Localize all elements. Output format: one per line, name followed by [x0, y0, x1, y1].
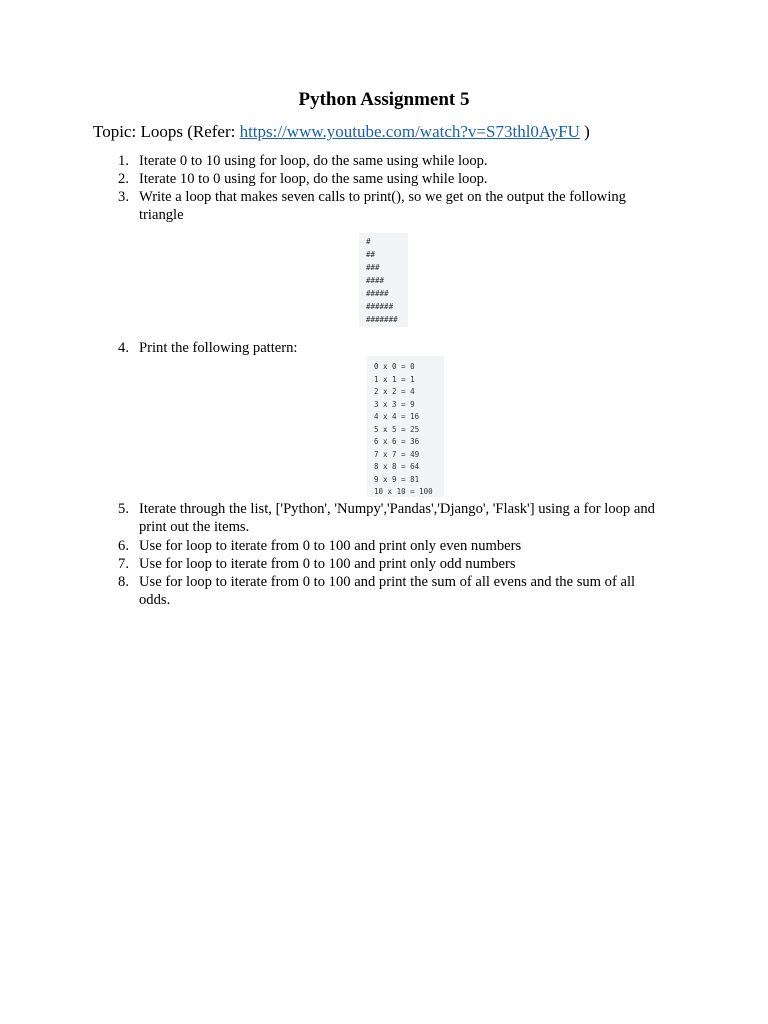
pattern-line: 5 x 5 = 25	[374, 424, 420, 434]
item-number: 7.	[118, 556, 129, 572]
page-title: Python Assignment 5	[298, 89, 470, 110]
pattern-line: 7 x 7 = 49	[374, 449, 420, 459]
item-number: 4.	[118, 340, 129, 356]
pattern-line: 9 x 9 = 81	[374, 474, 420, 484]
item-number: 6.	[118, 538, 129, 554]
item-number: 2.	[118, 171, 129, 187]
item-number: 1.	[118, 153, 129, 169]
pattern-line: 6 x 6 = 36	[374, 437, 420, 446]
item-number: 3.	[118, 189, 129, 205]
topic-prefix: Topic: Loops (Refer:	[93, 122, 240, 141]
pattern-line: 1 x 1 = 1	[374, 374, 415, 384]
item-text: Use for loop to iterate from 0 to 100 and print the sum of all evens and the sum of all odds.	[139, 574, 636, 608]
item-text: Iterate through the list, ['Python', 'Numpy','Pandas','Django', 'Flask'] using a for loop and print out the items.	[139, 501, 655, 535]
triangle-line: ##	[366, 250, 376, 259]
pattern-line: 8 x 8 = 64	[374, 462, 420, 471]
triangle-line: #####	[366, 289, 389, 298]
item-text: Print the following pattern:	[139, 340, 298, 356]
triangle-line: ###	[366, 263, 380, 272]
triangle-line: ######	[366, 302, 394, 311]
pattern-line: 10 x 10 = 100	[374, 487, 433, 496]
pattern-line: 3 x 3 = 9	[374, 399, 415, 409]
item-text: Use for loop to iterate from 0 to 100 and print only odd numbers	[139, 556, 516, 572]
triangle-line: ####	[366, 276, 385, 285]
item-number: 8.	[118, 574, 129, 590]
topic-suffix: )	[579, 122, 590, 141]
pattern-output-image	[367, 356, 444, 497]
pattern-line: 0 x 0 = 0	[374, 362, 415, 371]
item-number: 5.	[118, 501, 129, 517]
pattern-line: 4 x 4 = 16	[374, 412, 420, 421]
topic-line	[93, 121, 590, 143]
pattern-line: 2 x 2 = 4	[374, 387, 415, 396]
triangle-output-image	[359, 233, 408, 327]
item-text: Iterate 0 to 10 using for loop, do the same using while loop.	[139, 153, 488, 169]
triangle-line: #	[366, 237, 371, 246]
item-text: Iterate 10 to 0 using for loop, do the same using while loop.	[139, 171, 488, 187]
triangle-line: #######	[366, 315, 398, 324]
item-text: Write a loop that makes seven calls to print(), so we get on the output the following triangle	[139, 189, 626, 223]
youtube-link[interactable]: https://www.youtube.com/watch?v=S73thl0AyFU	[239, 122, 580, 141]
item-text: Use for loop to iterate from 0 to 100 and print only even numbers	[139, 538, 522, 554]
